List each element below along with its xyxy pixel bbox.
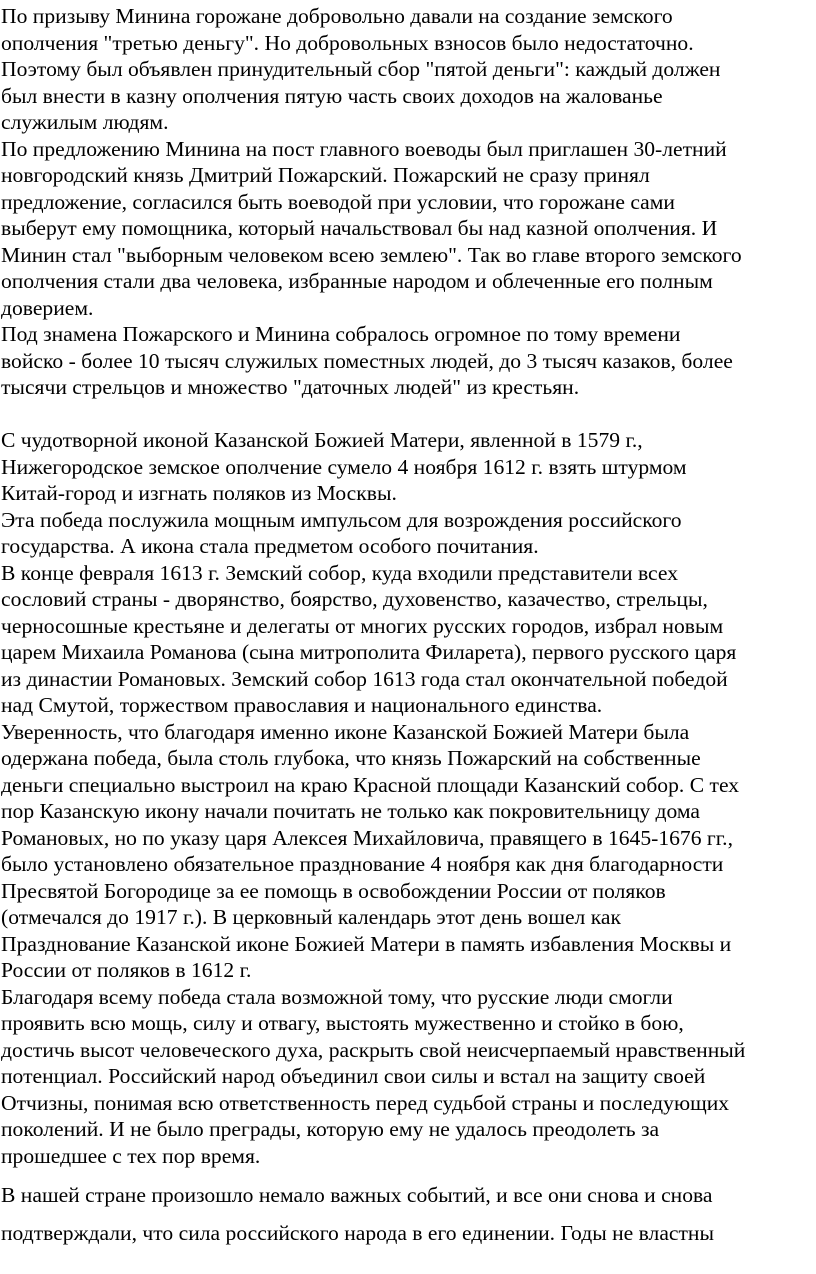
final-paragraph bbox=[1, 1176, 813, 1252]
text-line: государства. А икона стала предметом особого почитания. bbox=[1, 534, 539, 558]
text-line: предложение, согласился быть воеводой при условии, что горожане сами bbox=[1, 189, 675, 214]
text-line: новгородский князь Дмитрий Пожарский. Пожарский не сразу принял bbox=[1, 163, 650, 187]
text-line: Китай-город и изгнать поляков из Москвы. bbox=[1, 481, 397, 505]
text-line: Минин стал "выборным человеком всею землею". Так во главе второго земского bbox=[1, 242, 742, 267]
text-line: войско - более 10 тысяч служилых поместных людей, до 3 тысяч казаков, более bbox=[1, 348, 733, 373]
text-line: (отмечался до 1917 г.). В церковный календарь этот день вошел как bbox=[1, 905, 621, 929]
text-line: пор Казанскую икону начали почитать не только как покровительницу дома bbox=[1, 799, 701, 823]
text-line: Нижегородское земское ополчение сумело 4 ноября 1612 г. взять штурмом bbox=[1, 454, 687, 479]
text-line: было установлено обязательное празднование 4 ноября как дня благодарности bbox=[1, 852, 724, 876]
text-line: Пресвятой Богородице за ее помощь в освобождении России от поляков bbox=[1, 878, 666, 903]
text-line: черносошные крестьяне и делегаты от многих русских городов, избрал новым bbox=[1, 613, 724, 638]
text-line: над Смутой, торжеством православия и национального единства. bbox=[1, 693, 603, 717]
text-line: Уверенность, что благодаря именно иконе Казанской Божией Матери была bbox=[1, 719, 690, 744]
blank-line bbox=[1, 401, 813, 428]
text-line: Поэтому был объявлен принудительный сбор "пятой деньги": каждый должен bbox=[1, 57, 721, 81]
text-line: Под знамена Пожарского и Минина собралось огромное по тому времени bbox=[1, 322, 681, 346]
text-line: Празднование Казанской иконе Божией Матери в память избавления Москвы и bbox=[1, 931, 732, 956]
text-line: В нашей стране произошло немало важных событий, и все они снова и снова bbox=[1, 1183, 713, 1207]
text-line: служилым людям. bbox=[1, 110, 169, 134]
text-line: проявить всю мощь, силу и отвагу, выстоять мужественно и стойко в бою, bbox=[1, 1011, 684, 1035]
text-line: Романовых, но по указу царя Алексея Михайловича, правящего в 1645-1676 гг., bbox=[1, 825, 733, 850]
text-line: тысячи стрельцов и множество "даточных людей" из крестьян. bbox=[1, 375, 580, 399]
text-line: выберут ему помощника, который начальствовал бы над казной ополчения. И bbox=[1, 216, 718, 240]
text-line: поколений. И не было преграды, которую ему не удалось преодолеть за bbox=[1, 1117, 660, 1141]
text-line: По призыву Минина горожане добровольно давали на создание земского bbox=[1, 4, 673, 28]
text-line: сословий страны - дворянство, боярство, духовенство, казачество, стрельцы, bbox=[1, 587, 708, 611]
text-line: доверием. bbox=[1, 295, 94, 320]
text-line: В конце февраля 1613 г. Земский собор, куда входили представители всех bbox=[1, 560, 678, 585]
text-line: прошедшее с тех пор время. bbox=[1, 1143, 261, 1168]
text-line: был внести в казну ополчения пятую часть своих доходов на жалованье bbox=[1, 83, 663, 108]
text-line: царем Михаила Романова (сына митрополита Филарета), первого русского царя bbox=[1, 640, 737, 664]
text-line: С чудотворной иконой Казанской Божией Матери, явленной в 1579 г., bbox=[1, 428, 643, 452]
text-line: подтверждали, что сила российского народа в его единении. Годы не властны bbox=[1, 1221, 714, 1245]
text-line: России от поляков в 1612 г. bbox=[1, 958, 252, 982]
text-line: Отчизны, понимая всю ответственность перед судьбой страны и последующих bbox=[1, 1090, 730, 1115]
text-line: достичь высот человеческого духа, раскрыть свой неисчерпаемый нравственный bbox=[1, 1037, 746, 1062]
text-line: ополчения "третью деньгу". Но добровольных взносов было недостаточно. bbox=[1, 30, 694, 55]
text-line: одержана победа, была столь глубока, что князь Пожарский на собственные bbox=[1, 746, 701, 770]
text-line: Эта победа послужила мощным импульсом для возрождения российского bbox=[1, 507, 682, 532]
text-line: По предложению Минина на пост главного воеводы был приглашен 30-летний bbox=[1, 136, 727, 161]
text-line: деньги специально выстроил на краю Красной площади Казанский собор. С тех bbox=[1, 772, 740, 797]
text-line: Благодаря всему победа стала возможной тому, что русские люди смогли bbox=[1, 984, 673, 1009]
text-line: ополчения стали два человека, избранные народом и облеченные его полным bbox=[1, 269, 713, 293]
document-body bbox=[1, 3, 813, 1169]
text-line: потенциал. Российский народ объединил свои силы и встал на защиту своей bbox=[1, 1064, 706, 1088]
text-line: из династии Романовых. Земский собор 1613 года стал окончательной победой bbox=[1, 666, 728, 691]
